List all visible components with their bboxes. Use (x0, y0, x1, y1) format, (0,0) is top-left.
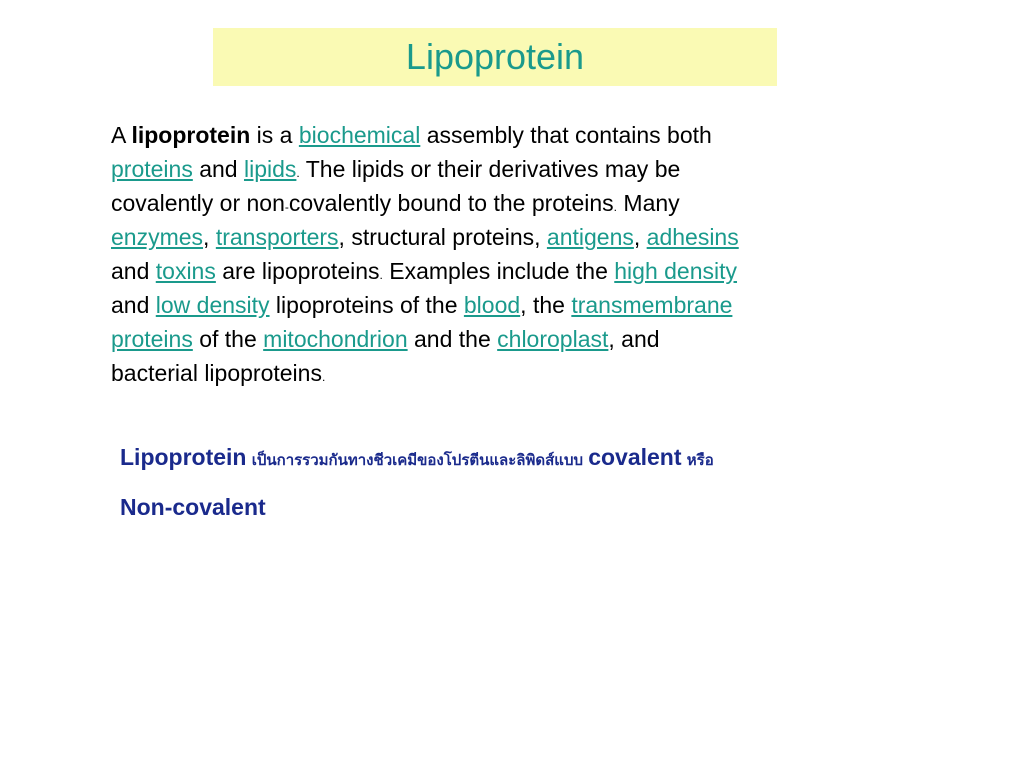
link-mitochondrion[interactable]: mitochondrion (263, 326, 408, 352)
text: . (379, 268, 383, 282)
term-bold: lipoprotein (131, 122, 251, 148)
paragraph-line (111, 356, 901, 390)
title-box (213, 28, 777, 86)
paragraph-line (111, 254, 901, 288)
link-enzymes[interactable]: enzymes (111, 224, 204, 250)
text: . (613, 200, 618, 214)
text: , the (520, 292, 572, 318)
paragraph-line (111, 152, 901, 186)
link-transporters[interactable]: transporters (215, 224, 339, 250)
paragraph-line (111, 288, 901, 322)
text: of the (192, 326, 264, 352)
text: , (633, 224, 647, 250)
text: , structural proteins, (338, 224, 547, 250)
text: bacterial lipoproteins (111, 360, 322, 386)
text: , and (608, 326, 660, 352)
paragraph-line (111, 322, 901, 356)
text: and (111, 258, 156, 284)
link-chloroplast[interactable]: chloroplast (497, 326, 609, 352)
text: are lipoproteins (215, 258, 380, 284)
text: lipoproteins of the (269, 292, 464, 318)
thai-summary-line (120, 444, 940, 484)
link-biochemical[interactable]: biochemical (298, 122, 421, 148)
paragraph-line (111, 186, 901, 220)
link-antigens[interactable]: antigens (546, 224, 634, 250)
paragraph-line (111, 118, 901, 152)
paragraph-line (111, 220, 901, 254)
thai-or: หรือ (681, 451, 714, 469)
link-adhesins[interactable]: adhesins (646, 224, 739, 250)
text: , (203, 224, 216, 250)
text: covalently bound to the proteins (288, 190, 614, 216)
link-transmembrane[interactable]: transmembrane (571, 292, 733, 318)
link-blood[interactable]: blood (463, 292, 521, 318)
text: and the (407, 326, 498, 352)
text: . (321, 370, 326, 384)
thai-term: Lipoprotein (120, 444, 247, 470)
slide-title: Lipoprotein (405, 36, 585, 77)
text: and (111, 292, 156, 318)
thai-summary (120, 444, 940, 521)
definition-paragraph (111, 118, 901, 390)
text: The lipids or their derivatives may be (299, 156, 681, 182)
link-proteins[interactable]: proteins (111, 156, 193, 182)
link-lipids[interactable]: lipids (243, 156, 297, 182)
text: - (284, 200, 289, 214)
text: Examples include the (382, 258, 615, 284)
link-high-density[interactable]: high density (614, 258, 738, 284)
link-low-density[interactable]: low density (155, 292, 270, 318)
text: . (296, 166, 300, 180)
link-toxins[interactable]: toxins (155, 258, 216, 284)
text: and (192, 156, 244, 182)
covalent-term: covalent (588, 444, 682, 470)
thai-description: เป็นการรวมกันทางชีวเคมีของโปรตีนและลิพิดส์แบบ (246, 451, 589, 469)
text: covalently or non (111, 190, 285, 216)
non-covalent-term: Non-covalent (120, 494, 266, 520)
text: is a (250, 122, 299, 148)
text: Many (617, 190, 680, 216)
text: A (111, 122, 132, 148)
link-proteins-2[interactable]: proteins (111, 326, 193, 352)
text: assembly that contains both (420, 122, 712, 148)
